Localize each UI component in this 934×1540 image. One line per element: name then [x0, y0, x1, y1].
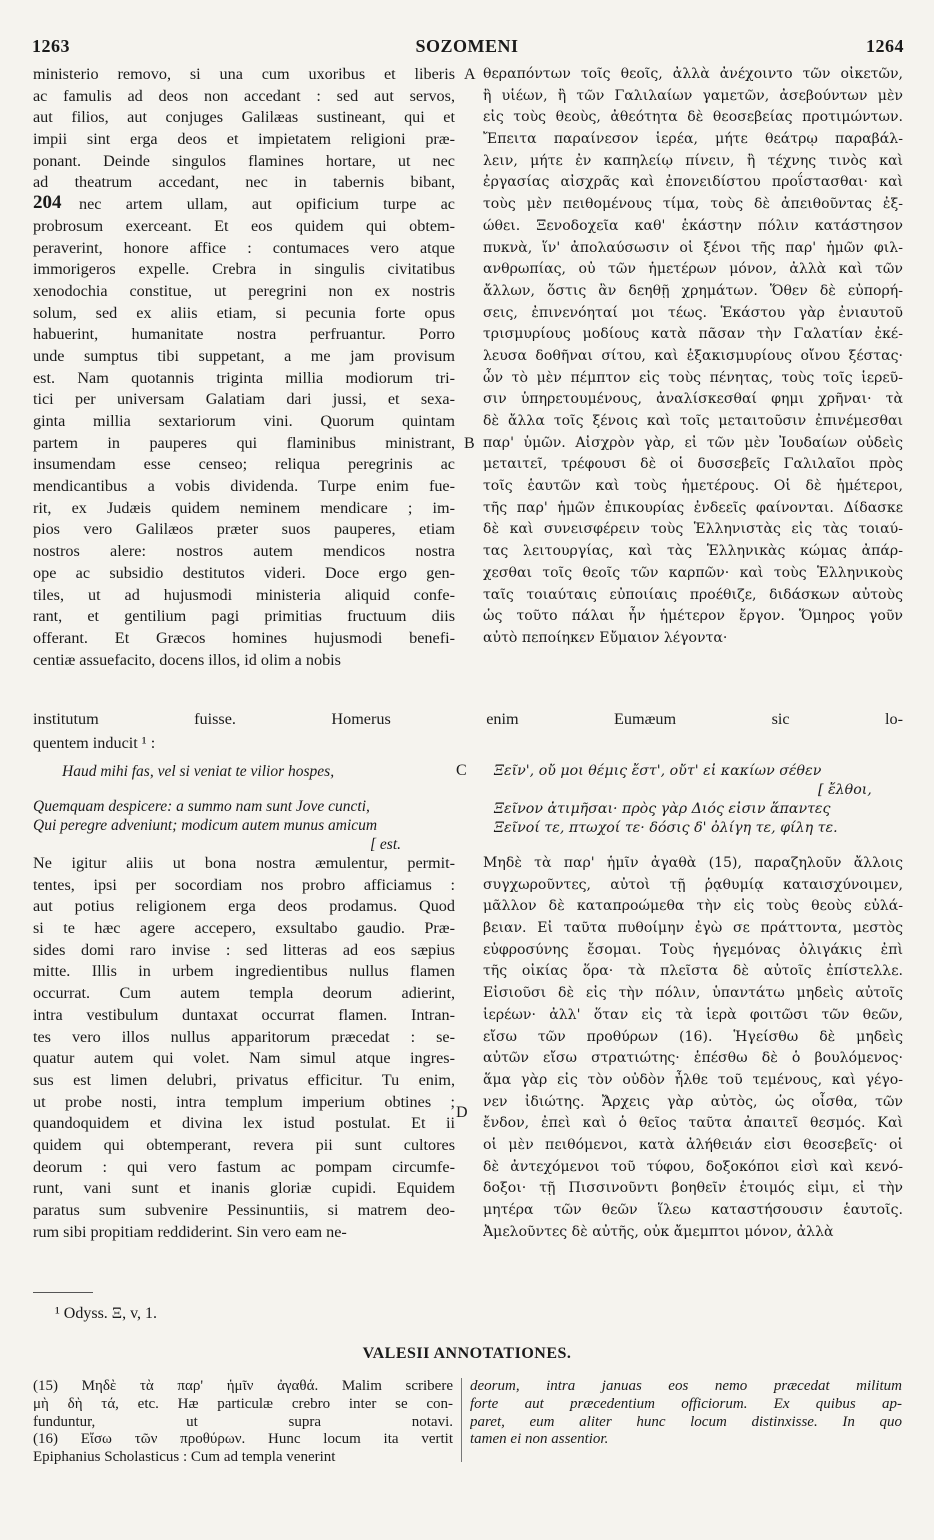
latin-column-bottom — [33, 853, 455, 1243]
annotation-line: forte aut præcedentium officiorum. Ex quibus ap- — [470, 1395, 902, 1412]
latin-text-line: unde sumptus tibi suppetant, a me jam provisum — [33, 346, 455, 365]
right-page-number: 1264 — [866, 36, 904, 56]
latin-text-line: mitte. Illis in urbem ingredientibus nullus flamen — [33, 962, 455, 981]
latin-text-line: occurrat. Cum autem templa deorum adierint, — [33, 984, 455, 1003]
greek-text-line: δοξοι· τῇ Πισσινοῦντι βοηθεῖν ἑτοιμός εἰμι, εἰ τὴν — [483, 1180, 903, 1197]
greek-column-top — [483, 64, 903, 650]
latin-text-line: quidem qui obtemperant, revera pii sunt cultores — [33, 1135, 455, 1154]
latin-text-line: quatur autem qui volet. Nam simul atque ingres- — [33, 1049, 455, 1068]
greek-text-line: δὲ ἄλλα τοῖς ξένοις καὶ τοῖς μεταιτοῦσιν ἐπινέμεσθαι — [483, 413, 903, 429]
annotation-line: tamen ei non assentior. — [470, 1431, 609, 1448]
left-page-number: 1263 — [32, 36, 70, 56]
annotations-right — [470, 1378, 902, 1449]
latin-text-line: solum, sed ex aliis etiam, si pecunia forte opus — [33, 303, 455, 322]
latin-text-line: si te hæc agere accepero, exsultabo gaudio. Præ- — [33, 919, 455, 938]
annotation-line: paret, eum aliter hunc locum distinxisse. In quo — [470, 1413, 902, 1430]
greek-text-line: σεις, ἐπινενόηταί μοι τέως. Ἑκάστου γὰρ ἐνιαυτοῦ — [483, 304, 903, 321]
greek-verse-4: Ξεῖνοί τε, πτωχοί τε· δόσις δ' ὀλίγη τε, φίλη τε. — [494, 820, 838, 836]
latin-text-line: xenodochia constitue, ut peregrini non ex nostris — [33, 281, 455, 300]
greek-verse-2: [ ἔλθοι, — [818, 782, 872, 798]
greek-text-line: βειαν. Εἰ ταῦτα πυθοίμην ἐγὼ σε πράττοντα, μεστὸς — [483, 920, 903, 937]
latin-text-line: ad theatrum accedant, nec in tabernis bibant, — [33, 173, 455, 192]
greek-text-line: δὲ καὶ συνεισφέρειν τοὺς Ἑλληνιστὰς εἰς τὰς τοιαύ- — [483, 521, 903, 538]
latin-text-line: aut potius religionem erga deos prodamus. Quod — [33, 897, 455, 916]
latin-text-line: habuerint, humanitate nostra perfruantur. Porro — [33, 325, 455, 344]
annotation-line: μὴ δὴ τά, etc. Hæ particulæ crebro inter se con- — [33, 1395, 453, 1412]
latin-text-line: runt, vani sunt et inanis gloriæ cupidi. Equidem — [33, 1179, 455, 1198]
greek-text-line: τοῖς ἑαυτῶν καὶ τοὺς ἡμετέρους. Οἱ δὲ ἡμέτεροι, — [483, 478, 903, 495]
margin-letter-d: D — [456, 1104, 468, 1121]
greek-text-line: οἱ μὲν πειθόμενοι, κατὰ ἀλήθειάν εἰσι θεοσεβεῖς· οἱ — [483, 1136, 903, 1153]
greek-text-line: ἢ υἱέων, ἢ τῶν Γαλιλαίων γαμετῶν, ἀσεβούντων μὲν — [483, 87, 903, 104]
greek-text-line: εἰς τοὺς θεοὺς, ἀθεότητα δὲ θεοσεβείας προτιμώντων. — [483, 109, 903, 126]
latin-verse-1: Haud mihi fas, vel si veniat te vilior hospes, — [62, 763, 335, 780]
greek-text-line: ανθρωπίας, οὐ τῶν ἡμετέρων μόνον, ἀλλὰ καὶ τῶν — [483, 261, 903, 278]
annotation-line: funduntur, ut supra notavi. — [33, 1413, 453, 1430]
latin-column-top — [33, 64, 455, 671]
greek-text-line: ὡς τοῦτο πάλαι ἦν ἡμέτερον ἔργον. Ὅμηρος γοῦν — [483, 608, 903, 625]
latin-text-line: immorigeros expelle. Crebra in singulis civitatibus — [33, 260, 455, 279]
latin-text-line: deorum : qui vero fastum ac pompam circumfe- — [33, 1157, 455, 1176]
latin-text-line: peraverint, honore affice : contumaces vero atque — [33, 238, 455, 257]
margin-letter-a: A — [464, 66, 476, 83]
latin-text-line: ope ac subsidio destitutos videri. Doce ergo gen- — [33, 563, 455, 582]
greek-text-line: ἔνδον, ἐπεὶ καὶ ὁ θεῖος ταῦτα ἀπαιτεῖ θεσμός. Καὶ — [483, 1115, 903, 1132]
latin-intro-line: quentem inducit ¹ : — [33, 734, 156, 752]
footnote: ¹ Odyss. Ξ, v, 1. — [55, 1305, 158, 1322]
latin-text-line: ponant. Deinde singulos flamines hortare, ut nec — [33, 151, 455, 170]
latin-text-line: sides domi raro invise : sed litteras ad eos sæpius — [33, 940, 455, 959]
footnote-rule — [33, 1292, 93, 1293]
greek-text-line: ὧν τὸ μὲν πέμπτον εἰς τοὺς πένητας, τοὺς τοῖς ἱερεῦ- — [483, 369, 903, 386]
greek-text-line: πυκνὰ, ἵν' ἀπολαύσωσιν οἱ ξένοι τῆς παρ' ἡμῶν φιλ- — [483, 239, 903, 256]
greek-verse-1: Ξεῖν', οὔ μοι θέμις ἔστ', οὔτ' εἰ κακίων σέθεν — [494, 763, 822, 779]
latin-verse-4: [ est. — [370, 836, 401, 853]
latin-text-line: rant, et gentilium pagi primitias fructuum diis — [33, 607, 455, 626]
greek-text-line: αὐτὸ πεποίηκεν Εὔμαιον λέγοντα· — [483, 629, 728, 646]
margin-letter-c: C — [456, 762, 467, 779]
greek-verse-3: Ξεῖνον ἀτιμῆσαι· πρὸς γὰρ Διός εἰσιν ἅπαντες — [494, 801, 831, 817]
latin-text-line: tes vero illos nullus apparitorum præcedat : se- — [33, 1027, 455, 1046]
latin-text-line: ac famulis ad deos non accedant : sed aut servos, — [33, 86, 455, 105]
greek-text-line: ἱερέων· ἀλλ' ὅταν εἰς τὰ ἱερὰ φοιτῶσι τῶν θεῶν, — [483, 1006, 903, 1023]
greek-text-line: δὲ ἀντεχόμενοι τοῦ τύφου, δοξοκόποι εἰσὶ καὶ κενό- — [483, 1158, 903, 1175]
greek-text-line: λειν, μήτε ἐν καπηλείῳ πίνειν, ἢ τέχνης τινὸς καὶ — [483, 152, 903, 169]
latin-verse-3: Qui peregre adveniunt; modicum autem munus amicum — [33, 817, 378, 834]
latin-text-line: tentes, ipsi per socordiam nos probro afficiamus : — [33, 875, 455, 894]
greek-text-line: τῆς οἰκίας ὅρα· τὰ πλεῖστα δὲ αὐτοῖς ἐπίστελλε. — [483, 963, 903, 980]
latin-text-line: ginta millia sextariorum vini. Quorum quintam — [33, 412, 455, 430]
annotations-title: VALESII ANNOTATIONES. — [362, 1345, 572, 1362]
latin-text-line: tici per universam Galatiam dari jussi, et sexa- — [33, 390, 455, 409]
greek-text-line: Ἀμελοῦντες δὲ αὐτῆς, οὐκ ἄμεμπτοι μόνον, ἀλλὰ — [483, 1223, 834, 1240]
greek-text-line: θεραπόντων τοῖς θεοῖς, ἀλλὰ ἀνέχοιντο τῶν οἰκετῶν, — [483, 66, 903, 82]
greek-text-line: μεταιτεῖ, τρέφουσι δὲ οἱ δυσσεβεῖς Γαλιλαῖοι πρὸς — [483, 456, 903, 473]
greek-text-line: τῆς παρ' ἡμῶν ἐπικουρίας ἐνδεεῖς φαίνονται. Δίδασκε — [483, 499, 903, 516]
greek-text-line: μᾶλλον δὲ καταπροώμεθα τὴν εἰς τοὺς θεοὺς εὐλά- — [483, 898, 903, 915]
latin-text-line: partem in pauperes qui flaminibus ministrant, — [33, 433, 455, 452]
greek-column-bottom — [483, 853, 903, 1243]
latin-text-line: sus est limen delubri, privatus efficitur. Tu enim, — [33, 1070, 455, 1089]
latin-text-line: impii sint erga deos et impietatem religioni præ- — [33, 130, 455, 149]
greek-text-line: Μηδὲ τὰ παρ' ἡμῖν ἀγαθὰ (15), παραζηλοῦν ἄλλοις — [483, 855, 903, 871]
greek-text-line: τας λειτουργίας, καὶ τὰς Ἑλληνικὰς κώμας ἀπάρ- — [483, 543, 903, 560]
latin-text-line: insumendam esse censeo; reliqua peregrinis ac — [33, 455, 455, 474]
latin-verse-2: Quemquam despicere: a summo nam sunt Jove cuncti, — [33, 798, 370, 815]
greek-text-line: ἐργασίας αἰσχρᾶς καὶ ἐπονειδίστου προΐστασθαι· καὶ — [483, 174, 903, 191]
greek-text-line: παρ' ὑμῶν. Αἰσχρὸν γὰρ, εἰ τῶν μὲν Ἰουδαίων οὐδεὶς — [483, 434, 903, 451]
greek-text-line: αὐτῶν εἴσω στρατιώτης· ἑπέσθω δὲ ὁ βουλόμενος· — [483, 1050, 903, 1067]
latin-text-line: tiles, ut ad hujusmodi ministeria aliquid confe- — [33, 585, 455, 604]
latin-text-line: quandoquidem et divina lex istud postulat. Et ii — [33, 1114, 455, 1133]
latin-text-line: Ne igitur aliis ut bona nostra æmulentur, permit- — [33, 854, 455, 872]
greek-text-line: σιν ὑπηρετουμένους, ἀναλίσκεσθαί φημι χρῆναι· τὰ — [483, 391, 903, 408]
latin-text-line: ministerio removo, si una cum uxoribus et liberis — [33, 65, 455, 83]
latin-text-line: aut filios, aut conjuges Galilæas sustineant, qui et — [33, 108, 455, 127]
annotations-left — [33, 1378, 453, 1467]
latin-text-line: nostros alere: nostros autem mendicos nostra — [33, 542, 455, 561]
greek-text-line: συγχωροῦντες, αὐτοὶ τῇ ῥᾳθυμίᾳ καταισχύνοιμεν, — [483, 876, 903, 893]
latin-text-line: est. Nam quotannis triginta millia modiorum tri- — [33, 368, 455, 387]
greek-text-line: ἅμα γὰρ εἰς τὸν οὐδὸν ἦλθε τοῦ τεμένους, καὶ γέγο- — [483, 1071, 903, 1088]
latin-text-line: paratus sum subvenire Pessinuntiis, si matrem deo- — [33, 1201, 455, 1219]
latin-text-line: mendicantibus a vobis dividenda. Turpe enim fue- — [33, 477, 455, 496]
annotation-line: Epiphanius Scholasticus : Cum ad templa venerint — [33, 1449, 336, 1466]
latin-text-line: offerant. Et Græcos homines hujusmodi benefi- — [33, 628, 455, 647]
latin-text-line: pios vero Galilæos præter suos pauperes, etiam — [33, 520, 455, 539]
annotation-line: deorum, intra januas eos nemo præcedat militum — [470, 1378, 902, 1394]
latin-text-line: rit, ex Judæis quidem neminem mendicare ; im- — [33, 498, 455, 517]
greek-text-line: εἴσω τῶν προθύρων (16). Ἡγείσθω δὲ μηδεὶς — [483, 1028, 903, 1045]
annotation-line: (15) Μηδὲ τὰ παρ' ἡμῖν ἀγαθά. Malim scribere — [33, 1378, 453, 1394]
greek-text-line: τρισμυρίους μοδίους κατὰ πᾶσαν τὴν Γαλατίαν ἐκέ- — [483, 326, 903, 343]
greek-text-line: ταῖς τοιαύταις εὐποιίαις προέθιζε, διδάσκων αὐτοὺς — [483, 586, 903, 603]
greek-text-line: χεσθαι τοῖς θεοῖς τῶν καρπῶν· καὶ τοὺς Ἑλληνικοὺς — [483, 564, 903, 581]
greek-text-line: Εἰσιοῦσι δὲ εἰς τὴν πόλιν, ὑπαντάτω μηδεὶς αὐτοῖς — [483, 985, 903, 1002]
running-title: SOZOMENI — [415, 36, 519, 56]
latin-text-line: nec artem ullam, aut opificium turpe ac — [79, 195, 455, 214]
full-width-line: institutum fuisse. Homerus enim Eumæum sic lo- — [33, 710, 903, 728]
section-number: 204 — [33, 192, 62, 213]
greek-text-line: τοὺς μὲν πειθομένους τίμα, τοὺς δὲ ἀπειθοῦντας ἐξ- — [483, 196, 903, 213]
greek-text-line: Ἔπειτα παραίνεσον ἱερέα, μήτε θεάτρῳ παραβάλ- — [483, 131, 903, 148]
latin-text-line: intra vestibulum duntaxat occurrat flamen. Intran- — [33, 1005, 455, 1024]
greek-text-line: λευσα δοθῆναι σίτου, καὶ ἑξακισμυρίους οἴνου ξέστας· — [483, 347, 903, 364]
greek-text-line: ώθει. Ξενοδοχεῖα καθ' ἑκάστην πόλιν κατάστησον — [483, 217, 903, 234]
greek-text-line: μητέρα τῶν θεῶν ἵλεω καταστήσουσιν ἑαυτοῖς. — [483, 1202, 903, 1218]
greek-text-line: ἄλλων, ὅστις ἂν δεηθῇ χρημάτων. Ὅθεν δὲ εὐπορή- — [483, 282, 903, 299]
latin-text-line: rum sibi propitiam reddiderint. Sin vero eam ne- — [33, 1222, 347, 1241]
annotation-line: (16) Εἴσω τῶν προθύρων. Hunc locum ita vertit — [33, 1431, 453, 1448]
annotation-divider — [461, 1378, 462, 1462]
latin-text-line: probrosum exerceant. Et eos quidem qui obtem- — [33, 216, 455, 235]
latin-text-line: centiæ assuefacito, docens illos, id olim a nobis — [33, 650, 341, 669]
greek-text-line: εὐφροσύνης ἔσομαι. Τοὺς ἡγεμόνας ὀλιγάκις ἐπὶ — [483, 941, 903, 958]
greek-text-line: νεν ἰδιώτης. Ἄρχεις γὰρ αὐτὸς, ὡς οἶσθα, τῶν — [483, 1093, 903, 1110]
latin-text-line: ut probe nosti, intra templum imperium obtines ; — [33, 1092, 455, 1111]
margin-letter-b: B — [464, 435, 475, 452]
